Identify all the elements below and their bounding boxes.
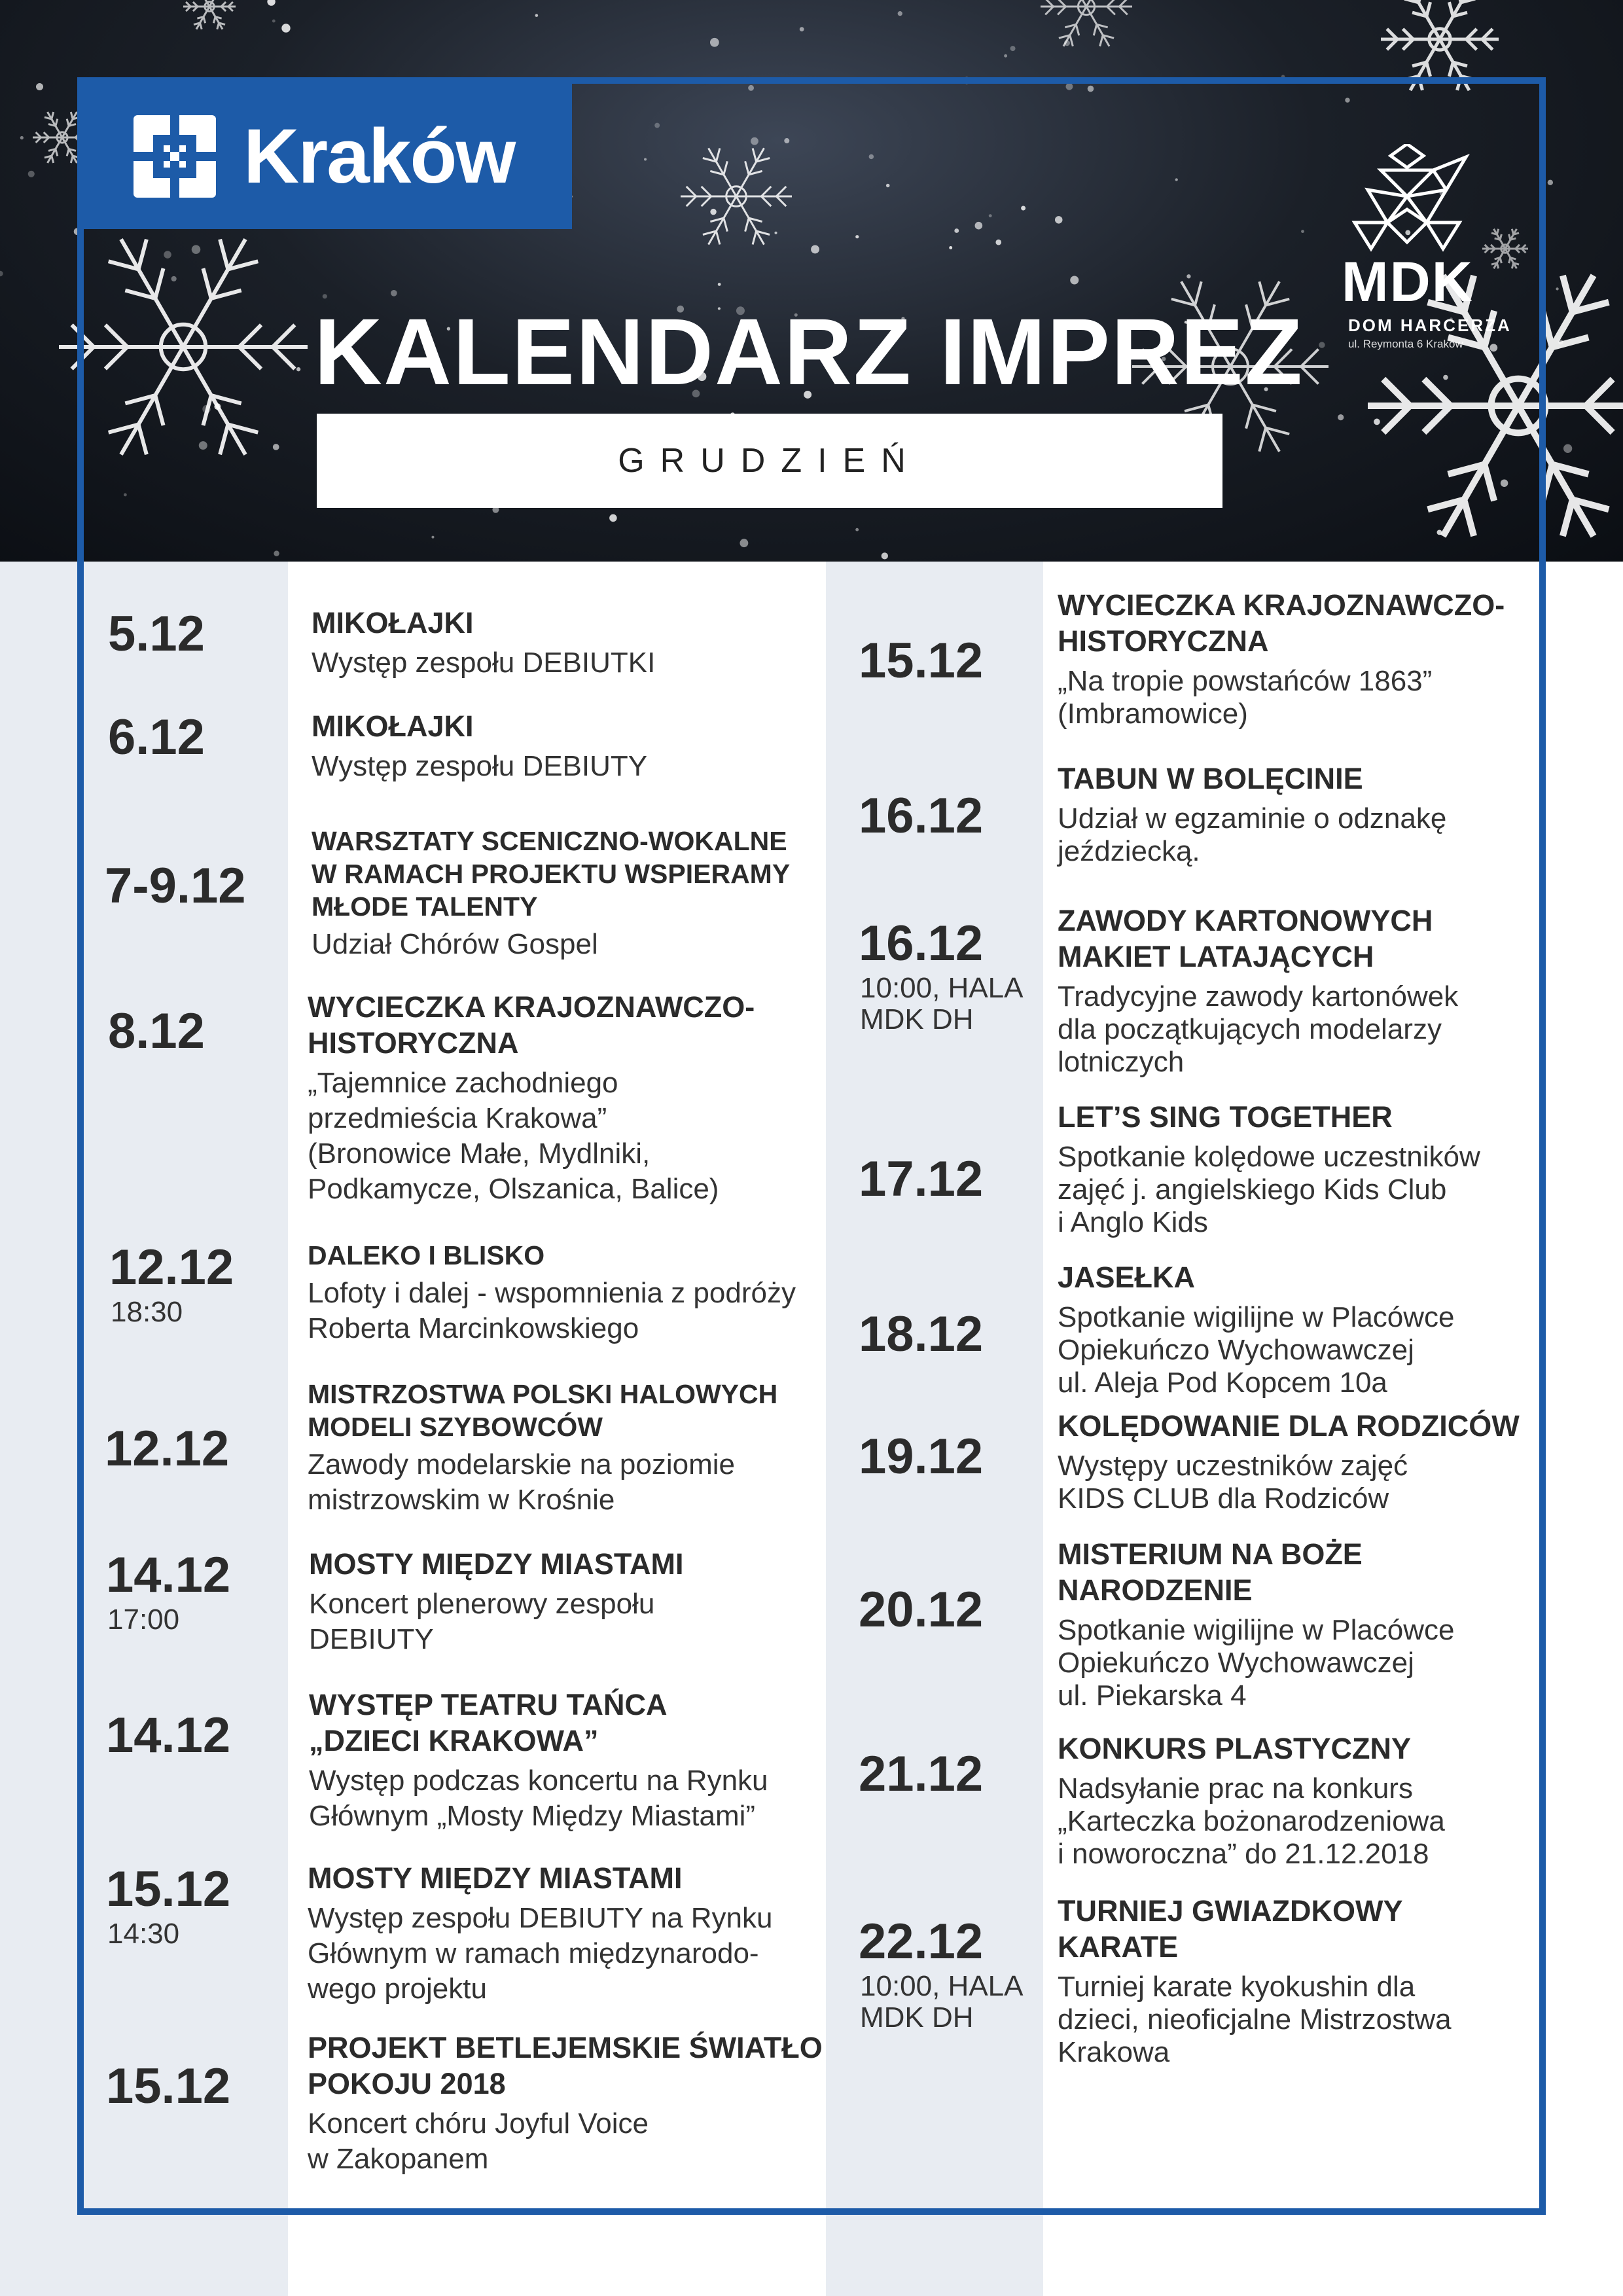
event-description: Opiekuńczo Wychowawczej — [1058, 1334, 1414, 1366]
event-description: Spotkanie kolędowe uczestników — [1058, 1141, 1480, 1173]
event-description: Występ podczas koncertu na Rynku — [309, 1765, 768, 1797]
event-description: dla początkujących modelarzy — [1058, 1013, 1442, 1045]
event-description: ul. Piekarska 4 — [1058, 1679, 1247, 1712]
event-date: 14.12 — [106, 1708, 231, 1763]
event-description: Głównym „Mosty Między Miastami” — [309, 1800, 756, 1832]
snowflake-icon — [681, 148, 792, 244]
event-date: 5.12 — [108, 606, 205, 662]
event-description: Lofoty i dalej - wspomnienia z podróży — [308, 1277, 796, 1309]
event-description: Udział w egzaminie o odznakę — [1058, 802, 1447, 834]
event-date: 7-9.12 — [105, 858, 246, 914]
event-description: Głównym w ramach międzynarodo- — [308, 1937, 759, 1969]
event-date: 21.12 — [859, 1746, 984, 1802]
event-date: 19.12 — [859, 1429, 984, 1484]
event-description: w Zakopanem — [308, 2143, 489, 2175]
event-title: PROJEKT BETLEJEMSKIE ŚWIATŁO — [308, 2031, 823, 2064]
event-date: 15.12 — [106, 2058, 231, 2114]
event-description: Turniej karate kyokushin dla — [1058, 1971, 1416, 2003]
event-title: KONKURS PLASTYCZNY — [1058, 1732, 1412, 1765]
event-title: MIKOŁAJKI — [312, 606, 474, 639]
snowflake-icon — [33, 112, 92, 163]
month-label: GRUDZIEŃ — [618, 442, 921, 480]
event-time: 18:30 — [111, 1296, 183, 1328]
event-description: Udział Chórów Gospel — [312, 928, 598, 960]
event-description: i noworoczna” do 21.12.2018 — [1058, 1838, 1429, 1870]
event-title: MIKOŁAJKI — [312, 709, 474, 743]
event-description: Podkamycze, Olszanica, Balice) — [308, 1173, 719, 1205]
event-description: Roberta Marcinkowskiego — [308, 1312, 639, 1344]
event-title: POKOJU 2018 — [308, 2067, 506, 2100]
event-description: Występ zespołu DEBIUTY — [312, 750, 648, 782]
event-description: lotniczych — [1058, 1046, 1185, 1078]
event-description: „Tajemnice zachodniego — [308, 1067, 618, 1099]
event-title: WYCIECZKA KRAJOZNAWCZO- — [308, 990, 755, 1024]
event-title: HISTORYCZNA — [308, 1026, 519, 1060]
event-title: MOSTY MIĘDZY MIASTAMI — [308, 1861, 683, 1895]
event-title: WARSZTATY SCENICZNO-WOKALNE — [312, 826, 787, 856]
event-date: 20.12 — [859, 1582, 984, 1638]
event-description: mistrzowskim w Krośnie — [308, 1484, 615, 1516]
event-title: MISTRZOSTWA POLSKI HALOWYCH — [308, 1379, 778, 1409]
event-time: 17:00 — [107, 1604, 180, 1636]
snowflake-icon — [1041, 0, 1132, 46]
event-description: Zawody modelarskie na poziomie — [308, 1448, 735, 1480]
event-time: 10:00, HALA — [860, 972, 1024, 1004]
event-description: Nadsyłanie prac na konkurs — [1058, 1772, 1413, 1804]
event-title: WYSTĘP TEATRU TAŃCA — [309, 1688, 668, 1721]
event-description: Opiekuńczo Wychowawczej — [1058, 1647, 1414, 1679]
event-description: przedmieścia Krakowa” — [308, 1102, 607, 1134]
event-title: TURNIEJ GWIAZDKOWY — [1058, 1894, 1403, 1928]
event-date: 18.12 — [859, 1306, 984, 1362]
mdk-name: MDK — [1342, 251, 1474, 314]
event-title: HISTORYCZNA — [1058, 624, 1269, 658]
month-banner — [317, 414, 1222, 508]
event-description: KIDS CLUB dla Rodziców — [1058, 1482, 1389, 1515]
event-date: 15.12 — [859, 633, 984, 689]
snowflake-icon — [59, 239, 308, 454]
event-date: 12.12 — [109, 1240, 234, 1295]
event-date: 15.12 — [106, 1861, 231, 1917]
event-date: 17.12 — [859, 1151, 984, 1207]
event-description: DEBIUTY — [309, 1623, 434, 1655]
event-description: wego projektu — [308, 1973, 487, 2005]
event-description: „Karteczka bożonarodzeniowa — [1058, 1805, 1445, 1837]
city-name: Kraków — [243, 113, 515, 200]
event-description: „Na tropie powstańców 1863” — [1058, 665, 1433, 697]
event-description: Występ zespołu DEBIUTY na Rynku — [308, 1902, 773, 1934]
mdk-logo — [1342, 144, 1512, 350]
event-description: zajęć j. angielskiego Kids Club — [1058, 1174, 1447, 1206]
event-description: ul. Aleja Pod Kopcem 10a — [1058, 1367, 1387, 1399]
event-title: LET’S SING TOGETHER — [1058, 1100, 1393, 1134]
event-time: 14:30 — [107, 1918, 180, 1950]
event-title: KARATE — [1058, 1930, 1179, 1964]
event-description: (Bronowice Małe, Mydlniki, — [308, 1138, 651, 1170]
event-title: JASEŁKA — [1058, 1261, 1196, 1294]
event-title: MŁODE TALENTY — [312, 891, 538, 922]
event-title: MOSTY MIĘDZY MIASTAMI — [309, 1547, 684, 1581]
event-date: 16.12 — [859, 788, 984, 844]
event-description: Koncert plenerowy zespołu — [309, 1588, 655, 1620]
event-description: Krakowa — [1058, 2036, 1170, 2068]
event-date: 14.12 — [106, 1547, 231, 1603]
event-description: jeździecką. — [1058, 835, 1200, 867]
tangram-figure-icon — [1342, 144, 1472, 255]
mdk-address: ul. Reymonta 6 Kraków — [1348, 338, 1463, 350]
event-title: MODELI SZYBOWCÓW — [308, 1412, 603, 1442]
krakow-logo-icon — [132, 114, 217, 199]
event-title: KOLĘDOWANIE DLA RODZICÓW — [1058, 1409, 1520, 1443]
event-title: „DZIECI KRAKOWA” — [309, 1724, 599, 1757]
event-date: 8.12 — [108, 1003, 205, 1059]
event-title: MISTERIUM NA BOŻE — [1058, 1537, 1363, 1571]
event-description: Występ zespołu DEBIUTKI — [312, 647, 656, 679]
snowflake-icon — [1482, 229, 1528, 269]
krakow-logo — [84, 84, 572, 229]
event-date: 12.12 — [105, 1421, 230, 1477]
event-title: TABUN W BOLĘCINIE — [1058, 762, 1363, 795]
event-description: Występy uczestników zajęć — [1058, 1450, 1408, 1482]
event-date: 16.12 — [859, 916, 984, 971]
event-description: Spotkanie wigilijne w Placówce — [1058, 1614, 1455, 1646]
event-title: NARODZENIE — [1058, 1573, 1253, 1607]
event-time: 10:00, HALA — [860, 1970, 1024, 2002]
event-title: DALEKO I BLISKO — [308, 1240, 545, 1270]
event-description: i Anglo Kids — [1058, 1206, 1208, 1238]
event-title: WYCIECZKA KRAJOZNAWCZO- — [1058, 588, 1505, 622]
event-description: Spotkanie wigilijne w Placówce — [1058, 1301, 1455, 1333]
event-description: Koncert chóru Joyful Voice — [308, 2108, 649, 2140]
event-description: dzieci, nieoficjalne Mistrzostwa — [1058, 2003, 1452, 2036]
event-description: Tradycyjne zawody kartonówek — [1058, 980, 1459, 1013]
event-time: MDK DH — [860, 1003, 974, 1035]
mdk-subtitle: DOM HARCERZA — [1348, 315, 1512, 335]
page-title: KALENDARZ IMPREZ — [314, 299, 1304, 404]
snowflake-icon — [1381, 0, 1499, 90]
event-description: (Imbramowice) — [1058, 698, 1248, 730]
event-date: 6.12 — [108, 709, 205, 765]
snowflake-icon — [183, 0, 236, 29]
event-time: MDK DH — [860, 2001, 974, 2034]
event-title: ZAWODY KARTONOWYCH — [1058, 904, 1433, 937]
event-date: 22.12 — [859, 1914, 984, 1969]
event-title: MAKIET LATAJĄCYCH — [1058, 940, 1374, 973]
event-title: W RAMACH PROJEKTU WSPIERAMY — [312, 859, 791, 889]
